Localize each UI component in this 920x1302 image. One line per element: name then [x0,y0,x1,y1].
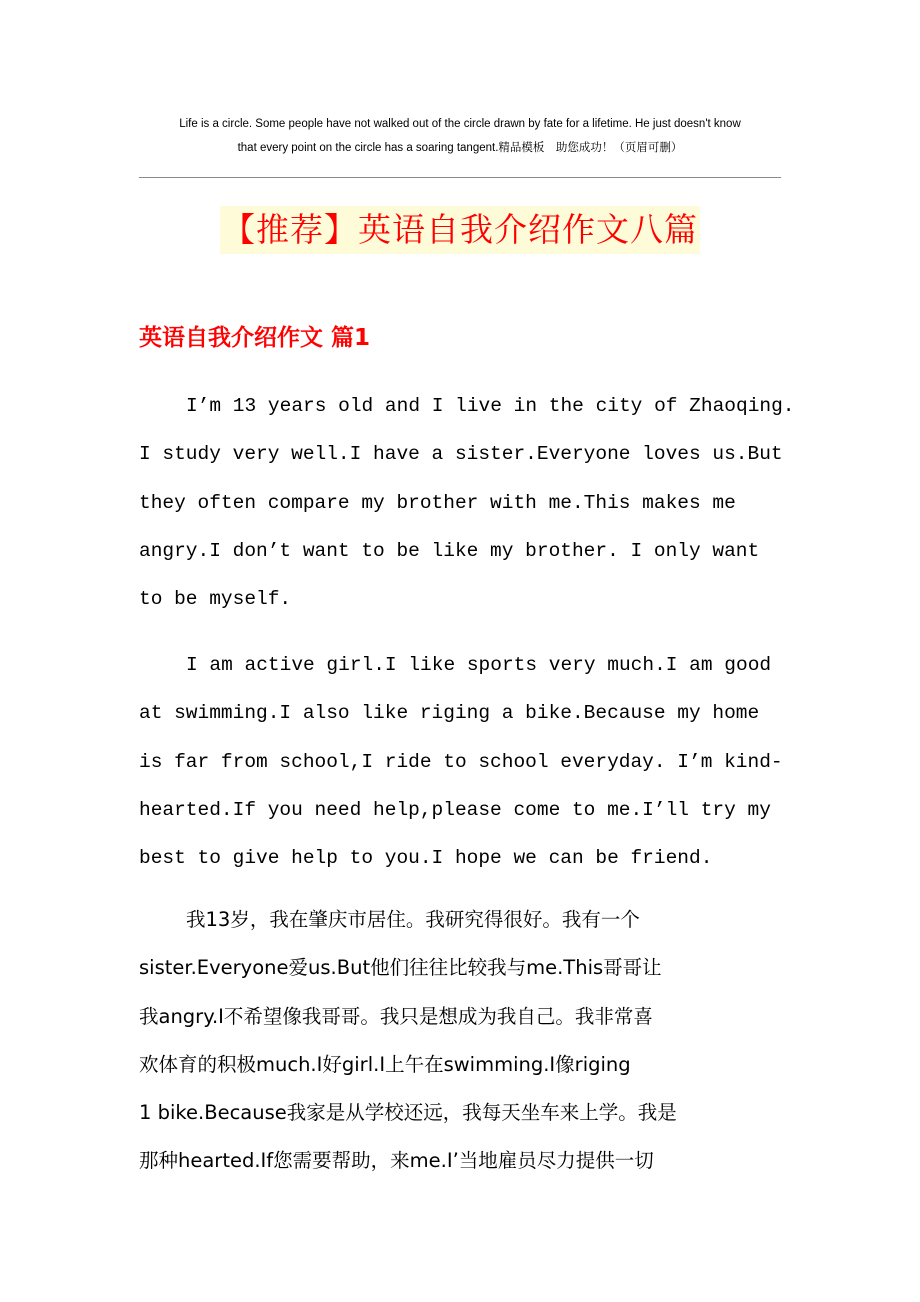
section-heading: 英语自我介绍作文 篇1 [139,325,371,351]
title-container [0,206,920,254]
header-line-2: that every point on the circle has a soaring tangent.精品模板 助您成功！（页眉可删） [237,142,683,154]
paragraph-line: I’m 13 years old and I live in the city of Zhaoqing. [186,395,795,417]
paragraph-3 [139,896,784,1186]
paragraph-line: they often compare my brother with me.This makes me [139,491,736,514]
paragraph-line: 我angry.I不希望像我哥哥。我只是想成为我自己。我非常喜 [139,1004,653,1028]
paragraph-line: 欢体育的积极much.I好girl.I上午在swimming.I像riging [139,1052,631,1076]
paragraph-line: sister.Everyone爱us.But他们往往比较我与me.This哥哥让 [139,956,662,980]
paragraph-line: angry.I don’t want to be like my brother. I only want [139,539,760,562]
paragraph-line: 那种hearted.If您需要帮助，来me.I’当地雇员尽力提供一切 [139,1149,654,1173]
paragraph-2 [139,641,784,882]
paragraph-line: to be myself. [139,588,292,611]
header-line-1: Life is a circle. Some people have not walked out of the circle drawn by fate for a lifetime. He just doesn't know [179,118,741,130]
paragraph-line: I study very well.I have a sister.Everyone loves us.But [139,443,783,466]
paragraph-line: is far from school,I ride to school everyday. I’m kind- [139,750,783,773]
paragraph-1 [139,382,795,623]
document-title: 【推荐】英语自我介绍作文八篇 [220,206,700,254]
page-header [120,112,800,160]
paragraph-line: 1 bike.Because我家是从学校还远，我每天坐车来上学。我是 [139,1101,677,1125]
header-divider [139,177,781,178]
paragraph-line: I am active girl.I like sports very much.I am good [186,654,772,676]
paragraph-line: 我13岁，我在肇庆市居住。我研究得很好。我有一个 [186,908,640,931]
paragraph-line: at swimming.I also like riging a bike.Because my home [139,702,760,725]
paragraph-line: best to give help to you.I hope we can be friend. [139,847,713,870]
paragraph-line: hearted.If you need help,please come to me.I’ll try my [139,798,771,821]
